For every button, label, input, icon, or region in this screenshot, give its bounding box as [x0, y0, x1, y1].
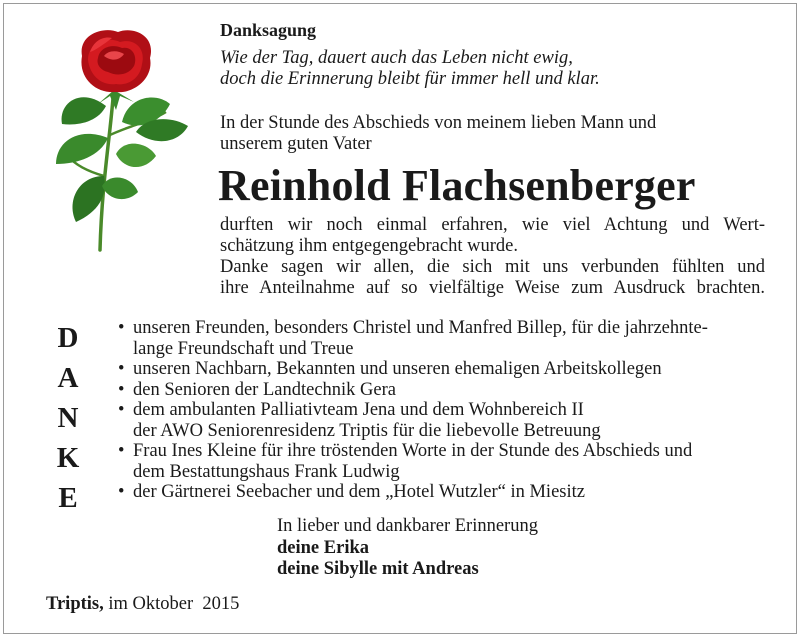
motto-line: doch die Erinnerung bleibt für immer hell und klar.: [220, 69, 600, 89]
list-item: [118, 400, 768, 441]
intro: [220, 113, 656, 155]
signature: deine Erika: [277, 537, 369, 558]
signature: deine Sibylle mit Andreas: [277, 559, 479, 579]
list-item-line: • unseren Freunden, besonders Christel und Manfred Billep, für die jahrzehnte-: [133, 318, 708, 338]
intro-line: In der Stunde des Abschieds von meinem lieben Mann und: [220, 113, 657, 133]
danke-letter: D: [57, 322, 79, 354]
body-text: [220, 215, 765, 299]
heading: Danksagung: [220, 20, 317, 40]
body-line: ihre Anteilnahme auf so vielfältige Weise zum Ausdruck brachten.: [220, 278, 765, 298]
list-item-line: • dem ambulanten Palliativteam Jena und dem Wohnbereich II: [133, 400, 584, 420]
danke-letter: N: [57, 402, 79, 434]
thanks-list: [118, 318, 768, 503]
list-item-line: • den Senioren der Landtechnik Gera: [133, 379, 397, 400]
intro-line: unserem guten Vater: [220, 134, 372, 154]
list-item: [118, 359, 768, 380]
list-item: [118, 318, 768, 359]
closing: [277, 516, 538, 581]
place-date: [46, 594, 239, 615]
rose-leaf: [102, 177, 138, 199]
list-item: [118, 441, 768, 482]
place-date-text: im Oktober 2015: [108, 594, 240, 614]
list-item-line: • Frau Ines Kleine für ihre tröstenden Worte in der Stunde des Abschieds und: [133, 441, 693, 461]
danke-letter: E: [58, 482, 78, 514]
list-item-line: • der Gärtnerei Seebacher und dem „Hotel Wutzler“ in Miesitz: [133, 482, 585, 502]
list-item: [118, 482, 768, 503]
rose-image: [38, 26, 198, 256]
danke-letter: K: [56, 442, 80, 474]
danke-letter: A: [57, 362, 79, 394]
place-town: Triptis,: [46, 594, 104, 614]
list-item-line: der AWO Seniorenresidenz Triptis für die liebevolle Betreuung: [133, 420, 601, 441]
list-item-line: lange Freundschaft und Treue: [133, 338, 354, 359]
motto-line: Wie der Tag, dauert auch das Leben nicht ewig,: [220, 48, 573, 68]
rose-leaf: [62, 97, 106, 124]
rose-leaf: [116, 144, 156, 167]
body-line: Danke sagen wir allen, die sich mit uns verbunden fühlten und: [220, 257, 765, 277]
body-line: durften wir noch einmal erfahren, wie viel Achtung und Wert-: [220, 215, 765, 235]
motto: [220, 48, 600, 90]
danke-vertical: [50, 318, 86, 518]
list-item: [118, 380, 768, 401]
deceased-name: Reinhold Flachsenberger: [218, 161, 696, 210]
rose-leaf: [56, 134, 108, 164]
list-item-line: dem Bestattungshaus Frank Ludwig: [133, 461, 400, 482]
list-item-line: • unseren Nachbarn, Bekannten und unseren ehemaligen Arbeitskollegen: [133, 359, 662, 379]
body-line: schätzung ihm entgegengebracht wurde.: [220, 236, 518, 256]
closing-line: In lieber und dankbarer Erinnerung: [277, 516, 538, 536]
